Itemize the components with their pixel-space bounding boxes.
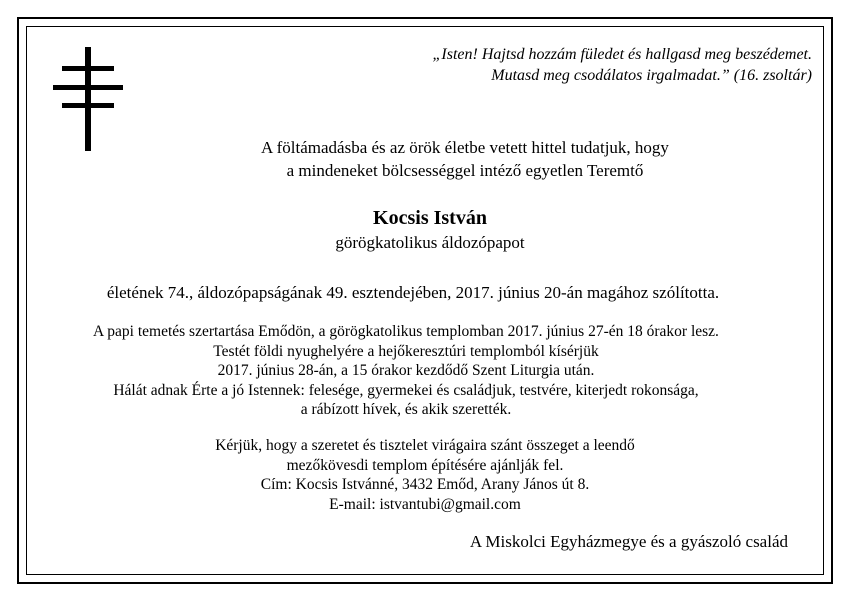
donation-request (0, 436, 850, 514)
quote-line: „Isten! Hajtsd hozzám füledet és hallgasd meg beszédemet. (432, 46, 812, 63)
funeral-line: Hálát adnak Érte a jó Istennek: felesége, gyermekei és családjuk, testvére, kiterjedt rokonsága, (113, 381, 699, 399)
deceased-title: görögkatolikus áldozópapot (335, 233, 525, 252)
life-summary: életének 74., áldozópapságának 49. esztendejében, 2017. június 20-án magához szólította. (106, 283, 720, 302)
donation-email: E-mail: istvantubi@gmail.com (329, 495, 521, 513)
donation-line: Kérjük, hogy a szeretet és tisztelet virágaira szánt összeget a leendő (215, 437, 635, 454)
donation-address: Cím: Kocsis Istvánné, 3432 Emőd, Arany János út 8. (260, 476, 590, 493)
quote-line: Mutasd meg csodálatos irgalmadat.” (16. zsoltár) (491, 67, 812, 84)
funeral-line: A papi temetés szertartása Emődön, a görögkatolikus templomban 2017. június 27-én 18 órakor lesz. (93, 323, 719, 340)
signature: A Miskolci Egyházmegye és a gyászoló család (469, 532, 788, 551)
intro-line: a mindeneket bölcsességgel intéző egyetlen Teremtő (286, 161, 644, 180)
intro-line: A föltámadásba és az örök életbe vetett hittel tudatjuk, hogy (261, 138, 669, 157)
announcement-intro (40, 136, 850, 182)
funeral-line: 2017. június 28-án, a 15 órakor kezdődő Szent Liturgia után. (217, 362, 595, 379)
funeral-details (0, 322, 831, 420)
donation-line: mezőkövesdi templom építésére ajánlják fel. (286, 456, 564, 474)
deceased-name: Kocsis István (373, 207, 487, 229)
psalm-quote (392, 44, 812, 86)
funeral-line: Testét földi nyughelyére a hejőkeresztúri templomból kísérjük (213, 342, 599, 360)
funeral-line: a rábízott hívek, és akik szerették. (300, 401, 512, 418)
